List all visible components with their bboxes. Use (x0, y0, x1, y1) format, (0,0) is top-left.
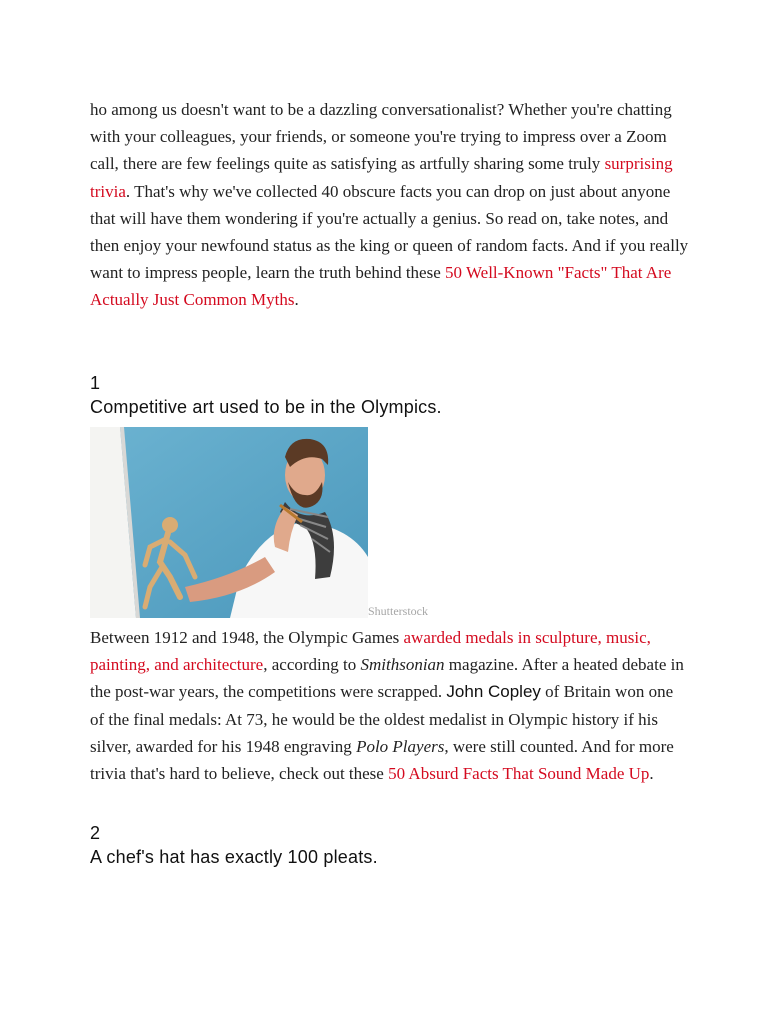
artist-photo (90, 427, 368, 618)
fact-1-text-2: , according to (263, 655, 361, 675)
intro-text-2: . That's why we've collected 40 obscure facts you can drop on just about anyone that will have them wondering if you're actually a genius. So read on, take notes, and then enjoy your newfound status as the king or queen of random facts. And if you really want to impress people, learn the truth behind these (90, 181, 689, 283)
john-copley-name: John Copley (446, 682, 541, 702)
fact-2-number: 2 (90, 823, 101, 843)
intro-text-3: . (294, 290, 299, 310)
intro-text-1: ho among us doesn't want to be a dazzling conversationalist? Whether you're chatting with your colleagues, your friends, or someone you're trying to impress over a Zoom call, there are few feelings quite as satisfying as artfully sharing some truly (90, 100, 672, 174)
fact-1-body (90, 624, 690, 787)
fact-1-text-3: magazine. After a heated debate in the post-war years, the competitions were scrapped. (90, 655, 684, 702)
fact-1-text-6: . (649, 764, 654, 784)
surprising-trivia-link[interactable]: surprising trivia (90, 154, 673, 201)
fact-2-heading: A chef's hat has exactly 100 pleats. (90, 847, 378, 867)
absurd-facts-link[interactable]: 50 Absurd Facts That Sound Made Up (388, 764, 650, 784)
image-credit: Shutterstock (368, 604, 428, 618)
fact-1-number: 1 (90, 373, 101, 393)
fact-1-text-4: of Britain won one of the final medals: At 73, he would be the oldest medalist in Olympic history if his silver, awarded for his 1948 engraving (90, 682, 674, 756)
olympic-medals-link[interactable]: awarded medals in sculpture, music, painting, and architecture (90, 628, 651, 675)
smithsonian-title: Smithsonian (360, 655, 445, 675)
intro-paragraph (90, 96, 690, 314)
polo-players-title: Polo Players (356, 736, 445, 756)
fact-1-text-1: Between 1912 and 1948, the Olympic Games (90, 628, 404, 647)
fact-1-text-5: , were still counted. And for more trivia that's hard to believe, check out these (90, 736, 674, 784)
common-myths-link[interactable]: 50 Well-Known "Facts" That Are Actually Just Common Myths (90, 263, 672, 310)
fact-1-heading: Competitive art used to be in the Olympics. (90, 397, 442, 417)
